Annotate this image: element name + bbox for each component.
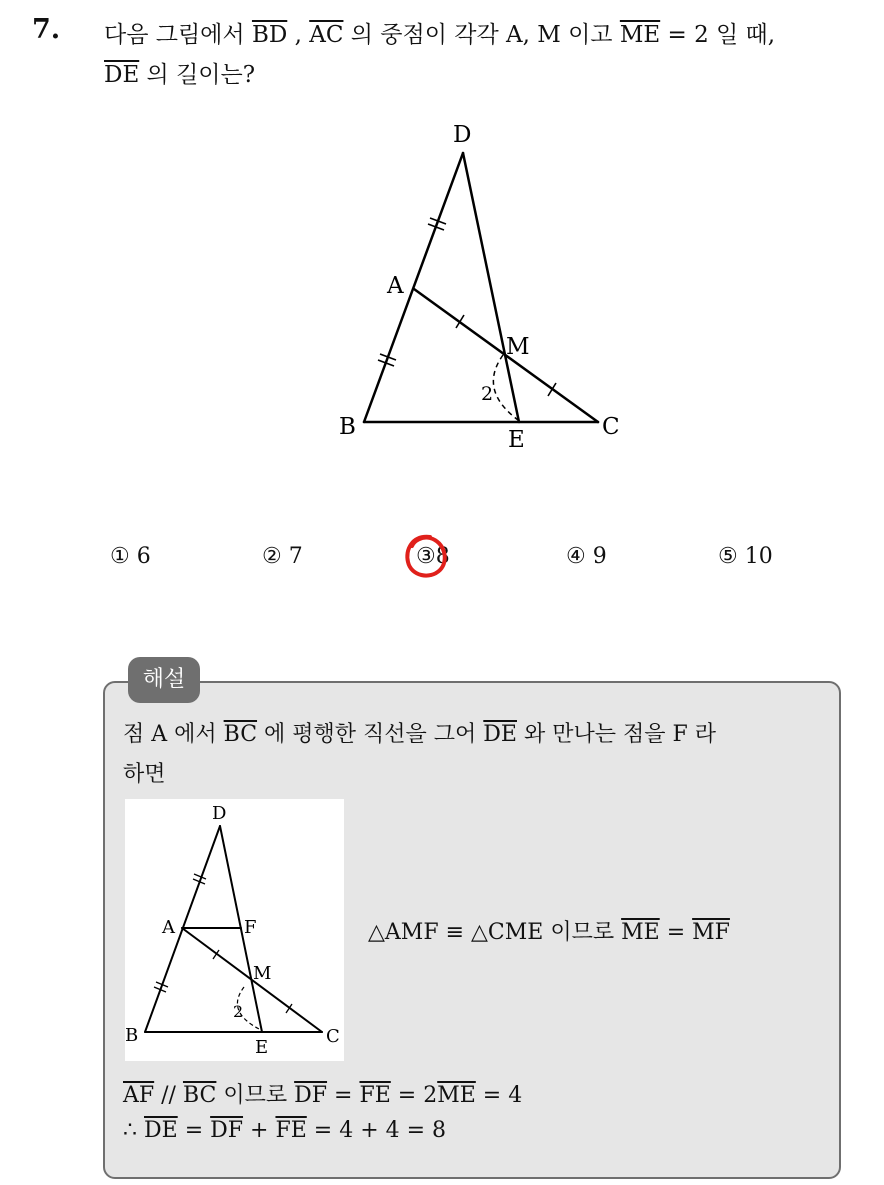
triangle-figure: [330, 110, 650, 460]
label-c: C: [326, 1026, 340, 1047]
solution-congruence: [368, 915, 730, 946]
solution-text-part: //: [154, 1083, 183, 1108]
solution-line2: 하면: [123, 762, 166, 787]
choice-value: 8: [435, 544, 450, 569]
segment-db-line: [364, 153, 463, 422]
segment-af: $\overline{AF}$: [123, 1083, 155, 1108]
choice-4[interactable]: [566, 544, 607, 569]
length-indicator: [493, 355, 518, 420]
solution-text-part: △AMF ≡ △CME 이므로: [368, 920, 622, 945]
choice-value: 7: [288, 544, 303, 569]
solution-text-part: ∴: [123, 1118, 144, 1143]
segment-ac: $\overline{AC}$: [309, 22, 344, 48]
choice-number: ④: [566, 544, 586, 569]
solution-line3: [123, 1078, 522, 1109]
question-text-part: 의 길이는?: [139, 62, 256, 88]
choice-number: ③: [416, 544, 436, 569]
segment-bd: $\overline{BD}$: [251, 22, 288, 48]
solution-text-part: 점 A 에서: [123, 722, 224, 747]
label-d: D: [212, 803, 227, 824]
solution-text-part: = 4: [475, 1083, 523, 1108]
segment-de: $\overline{DE}$: [144, 1118, 178, 1143]
label-length: 2: [233, 1002, 244, 1021]
solution-text-part: =: [177, 1118, 211, 1143]
segment-me: $\overline{ME}$: [437, 1083, 476, 1108]
label-b: B: [339, 414, 356, 440]
choice-value: 6: [136, 544, 151, 569]
segment-me: $\overline{ME}$: [621, 920, 660, 945]
choice-value: 10: [744, 544, 773, 569]
solution-text-part: 와 만나는 점을 F 라: [517, 722, 716, 747]
segment-df: $\overline{DF}$: [210, 1118, 244, 1143]
solution-text-part: 에 평행한 직선을 그어: [257, 722, 484, 747]
solution-text-part: = 4 + 4 = 8: [306, 1118, 447, 1143]
segment-fe: $\overline{FE}$: [359, 1083, 391, 1108]
label-length: 2: [481, 383, 494, 405]
choice-5[interactable]: [718, 544, 773, 569]
segment-df: $\overline{DF}$: [294, 1083, 328, 1108]
solution-text-part: =: [659, 920, 693, 945]
question-text-part: ,: [287, 22, 310, 48]
solution-triangle-figure: [125, 799, 344, 1061]
choice-number: ②: [262, 544, 282, 569]
choice-number: ⑤: [718, 544, 738, 569]
label-m: M: [506, 334, 530, 360]
solution-tag: 해설: [128, 657, 200, 703]
segment-me: $\overline{ME}$: [619, 22, 661, 48]
choice-number: ①: [110, 544, 130, 569]
label-a: A: [387, 273, 404, 299]
segment-de: $\overline{DE}$: [104, 62, 140, 88]
label-f: F: [244, 917, 257, 938]
segment-bc: $\overline{BC}$: [182, 1083, 217, 1108]
question-number: 7.: [32, 14, 61, 45]
solution-text-part: =: [327, 1083, 360, 1108]
choice-1[interactable]: [110, 544, 151, 569]
label-d: D: [453, 122, 472, 148]
choice-2[interactable]: [262, 544, 303, 569]
question-text-part: 의 중점이 각각 A, M 이고: [343, 22, 620, 48]
segment-mf: $\overline{MF}$: [692, 920, 730, 945]
segment-bc: $\overline{BC}$: [223, 722, 258, 747]
segment-de: $\overline{DE}$: [483, 722, 517, 747]
question-text-part: 다음 그림에서: [104, 22, 252, 48]
solution-text-part: +: [243, 1118, 276, 1143]
segment-ac-line: [182, 928, 322, 1032]
solution-text-part: 이므로: [216, 1083, 295, 1108]
choice-value: 9: [592, 544, 607, 569]
label-e: E: [255, 1037, 269, 1058]
label-m: M: [253, 963, 272, 984]
label-a: A: [162, 917, 175, 938]
solution-line1: [123, 717, 716, 748]
label-e: E: [508, 427, 525, 453]
solution-text-part: = 2: [390, 1083, 438, 1108]
segment-de-line: [463, 153, 519, 422]
segment-fe: $\overline{FE}$: [275, 1118, 307, 1143]
label-c: C: [602, 414, 620, 440]
solution-line4: [123, 1118, 446, 1143]
question-text-line1: [104, 16, 775, 49]
answer-circle-marker: [400, 530, 454, 584]
solution-figure-panel: [125, 799, 344, 1061]
question-text-part: = 2 일 때,: [660, 22, 776, 48]
question-text-line2: [104, 56, 255, 89]
label-b: B: [125, 1025, 139, 1046]
